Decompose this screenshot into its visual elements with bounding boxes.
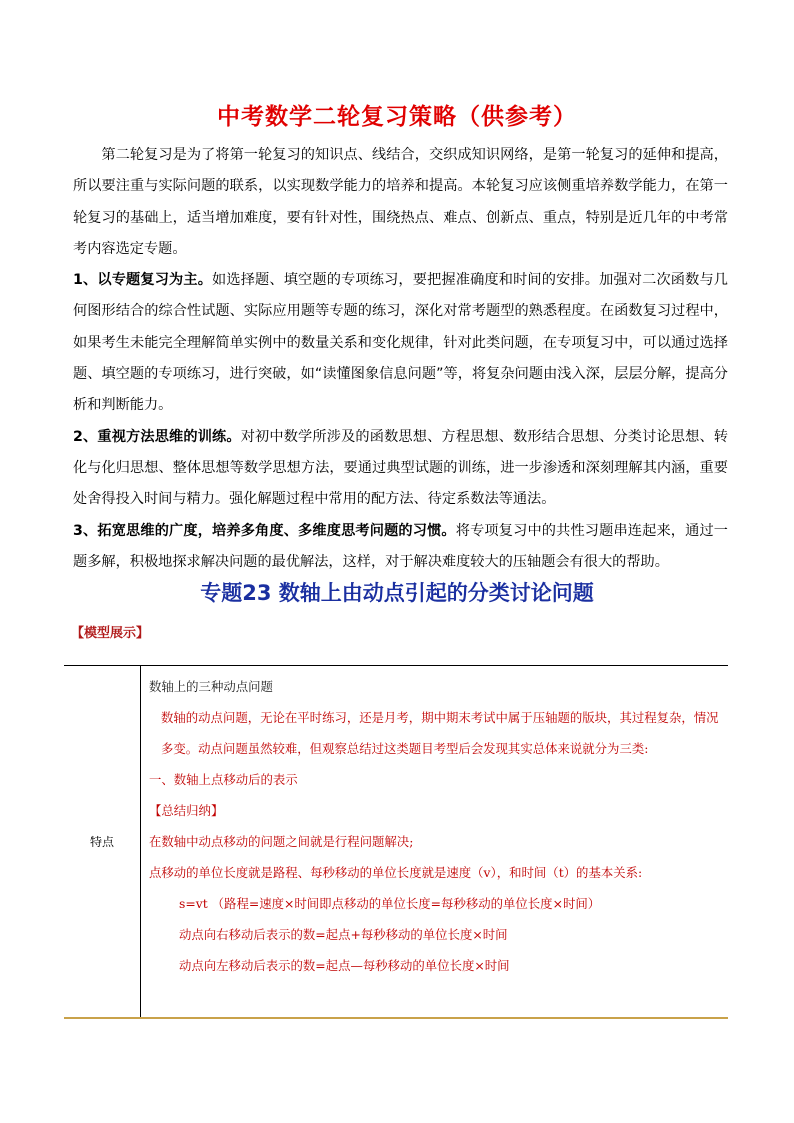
table-line-3: 一、数轴上点移动后的表示 xyxy=(149,772,298,787)
table-row xyxy=(64,665,728,1017)
page-title: 中考数学二轮复习策略（供参考） xyxy=(217,104,577,130)
table-content xyxy=(141,665,729,1017)
table-line-6: 点移动的单位长度就是路程、每秒移动的单位长度就是速度（v），和时间（t）的基本关系: xyxy=(149,865,643,880)
point-3 xyxy=(73,516,728,579)
point-1-text: 如选择题、填空题的专项练习，要把握准确度和时间的安排。加强对二次函数与几何图形结合的综合性试题、实际应用题等专题的练习，深化对常考题型的熟悉程度。在函数复习过程中，如果考生未能完全理解简单实例中的数量关系和变化规律，针对此类问题，在专项复习中，可以通过选择题、填空题的专项练习，进行突破，如“读懂图象信息问题”等，将复杂问题由浅入深，层层分解，提高分析和判断能力。 xyxy=(73,272,728,414)
table-bottom-rule xyxy=(64,1017,728,1019)
table-line-5: 在数轴中动点移动的问题之间就是行程问题解决; xyxy=(149,834,414,849)
table-left-label: 特点 xyxy=(64,665,141,1017)
point-2-heading: 2、重视方法思维的训练。 xyxy=(73,428,241,445)
point-3-text: 将专项复习中的共性习题串连起来，通过一题多解，积极地探求解决问题的最优解法，这样，对于解决难度较大的压轴题会有很大的帮助。 xyxy=(73,522,728,570)
model-table xyxy=(64,665,728,1017)
point-1 xyxy=(73,265,728,421)
point-3-heading: 3、拓宽思维的广度，培养多角度、多维度思考问题的习惯。 xyxy=(73,522,456,539)
intro-body xyxy=(73,140,728,578)
intro-paragraph: 第二轮复习是为了将第一轮复习的知识点、线结合，交织成知识网络，是第一轮复习的延伸和提高，所以要注重与实际问题的联系，以实现数学能力的培养和提高。本轮复习应该侧重培养数学能力，在第一轮复习的基础上，适当增加难度，要有针对性，围绕热点、难点、创新点、重点，特别是近几年的中考常考内容选定专题。 xyxy=(73,147,728,257)
topic-title: 专题23 数轴上由动点引起的分类讨论问题 xyxy=(200,581,594,605)
table-line-8: 动点向右移动后表示的数=起点+每秒移动的单位长度×时间 xyxy=(179,927,508,942)
table-line-4: 【总结归纳】 xyxy=(149,803,224,818)
point-2 xyxy=(73,422,728,516)
section-label: 【模型展示】 xyxy=(71,626,150,641)
table-line-9: 动点向左移动后表示的数=起点—每秒移动的单位长度×时间 xyxy=(179,958,510,973)
table-line-1: 数轴上的三种动点问题 xyxy=(149,679,273,694)
point-2-text: 对初中数学所涉及的函数思想、方程思想、数形结合思想、分类讨论思想、转化与化归思想、整体思想等数学思想方法，要通过典型试题的训练，进一步渗透和深刻理解其内涵，重要处舍得投入时间与精力。强化解题过程中常用的配方法、待定系数法等通法。 xyxy=(73,428,728,508)
table-line-7: s=vt （路程=速度×时间即点移动的单位长度=每秒移动的单位长度×时间） xyxy=(179,896,601,911)
point-1-heading: 1、以专题复习为主。 xyxy=(73,272,213,289)
table-line-2: 数轴的动点问题，无论在平时练习，还是月考，期中期末考试中属于压轴题的版块，其过程复杂，情况多变。动点问题虽然较难，但观察总结过这类题目考型后会发现其实总体来说就分为三类: xyxy=(161,710,719,756)
